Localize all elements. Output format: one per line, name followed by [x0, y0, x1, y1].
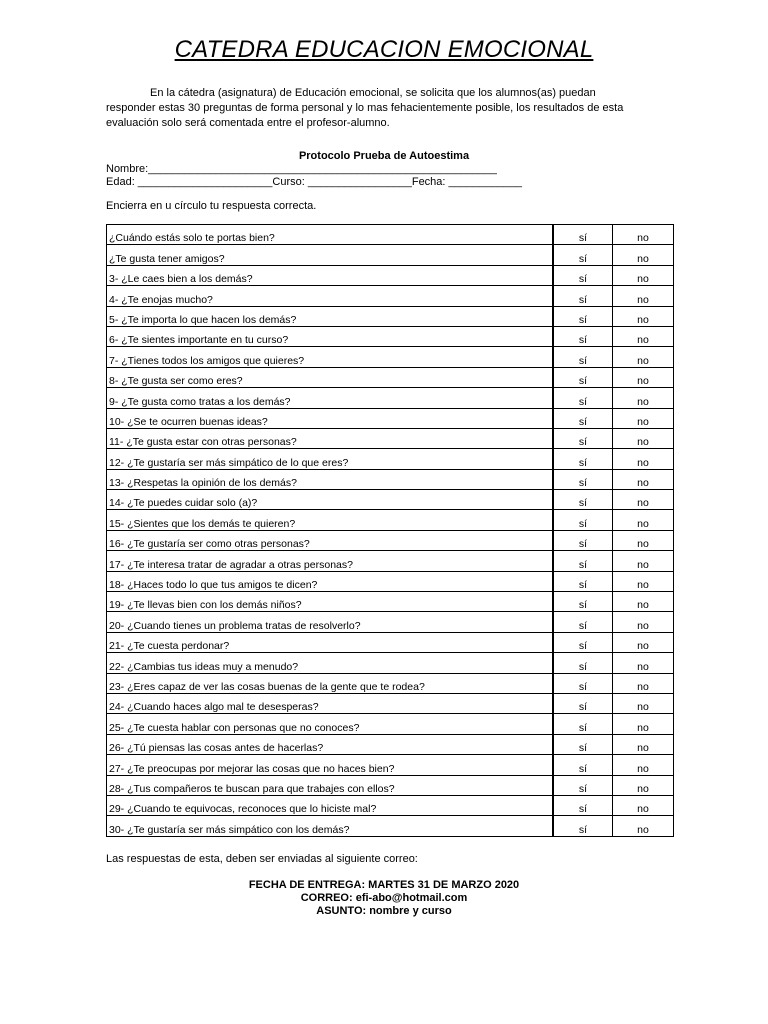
question-row: [107, 286, 674, 306]
question-row: [107, 816, 674, 836]
question-text: 10- ¿Se te ocurren buenas ideas?: [107, 408, 554, 428]
answer-yes-option[interactable]: sí: [553, 388, 613, 408]
question-text: 7- ¿Tienes todos los amigos que quieres?: [107, 347, 554, 367]
answer-yes-option[interactable]: sí: [553, 612, 613, 632]
answer-yes-option[interactable]: sí: [553, 306, 613, 326]
question-row: [107, 775, 674, 795]
answer-no-option[interactable]: no: [613, 286, 674, 306]
question-text: 14- ¿Te puedes cuidar solo (a)?: [107, 490, 554, 510]
delivery-date: FECHA DE ENTREGA: MARTES 31 DE MARZO 2020: [248, 879, 520, 891]
question-row: [107, 265, 674, 285]
question-row: [107, 408, 674, 428]
question-row: [107, 449, 674, 469]
question-text: 20- ¿Cuando tienes un problema tratas de resolverlo?: [107, 612, 554, 632]
nombre-field: Nombre:_________________________________________________________: [106, 163, 497, 175]
answer-no-option[interactable]: no: [613, 367, 674, 387]
answer-no-option[interactable]: no: [613, 347, 674, 367]
question-text: 17- ¿Te interesa tratar de agradar a otras personas?: [107, 551, 554, 571]
answer-yes-option[interactable]: sí: [553, 367, 613, 387]
delivery-info: [0, 879, 768, 918]
answer-yes-option[interactable]: sí: [553, 490, 613, 510]
answer-yes-option[interactable]: sí: [553, 632, 613, 652]
question-text: 19- ¿Te llevas bien con los demás niños?: [107, 592, 554, 612]
question-text: 23- ¿Eres capaz de ver las cosas buenas de la gente que te rodea?: [107, 673, 554, 693]
question-row: [107, 469, 674, 489]
datos-fields: Edad: ______________________Curso: _________________Fecha: ____________: [106, 176, 522, 188]
footer-note: Las respuestas de esta, deben ser enviadas al siguiente correo:: [106, 853, 418, 865]
question-text: ¿Cuándo estás solo te portas bien?: [107, 225, 554, 245]
question-row: [107, 714, 674, 734]
answer-no-option[interactable]: no: [613, 388, 674, 408]
question-text: 18- ¿Haces todo lo que tus amigos te dicen?: [107, 571, 554, 591]
answer-no-option[interactable]: no: [613, 775, 674, 795]
question-row: [107, 673, 674, 693]
question-row: [107, 612, 674, 632]
question-text: 27- ¿Te preocupas por mejorar las cosas que no haces bien?: [107, 755, 554, 775]
answer-yes-option[interactable]: sí: [553, 673, 613, 693]
answer-yes-option[interactable]: sí: [553, 449, 613, 469]
answer-no-option[interactable]: no: [613, 612, 674, 632]
question-text: 3- ¿Le caes bien a los demás?: [107, 265, 554, 285]
answer-no-option[interactable]: no: [613, 571, 674, 591]
answer-yes-option[interactable]: sí: [553, 551, 613, 571]
answer-no-option[interactable]: no: [613, 755, 674, 775]
answer-yes-option[interactable]: sí: [553, 225, 613, 245]
question-text: 30- ¿Te gustaría ser más simpático con los demás?: [107, 816, 554, 836]
answer-no-option[interactable]: no: [613, 469, 674, 489]
answer-no-option[interactable]: no: [613, 408, 674, 428]
answer-no-option[interactable]: no: [613, 530, 674, 550]
intro-line: responder estas 30 preguntas de forma personal y lo mas fehacientemente posible, los resultados de esta: [106, 102, 624, 114]
question-text: 15- ¿Sientes que los demás te quieren?: [107, 510, 554, 530]
answer-no-option[interactable]: no: [613, 551, 674, 571]
question-row: [107, 428, 674, 448]
question-row: [107, 571, 674, 591]
question-text: 21- ¿Te cuesta perdonar?: [107, 632, 554, 652]
question-row: [107, 530, 674, 550]
answer-no-option[interactable]: no: [613, 225, 674, 245]
question-text: 5- ¿Te importa lo que hacen los demás?: [107, 306, 554, 326]
answer-no-option[interactable]: no: [613, 510, 674, 530]
answer-yes-option[interactable]: sí: [553, 795, 613, 815]
question-row: [107, 632, 674, 652]
answer-no-option[interactable]: no: [613, 673, 674, 693]
question-text: 13- ¿Respetas la opinión de los demás?: [107, 469, 554, 489]
answer-yes-option[interactable]: sí: [553, 347, 613, 367]
question-row: [107, 326, 674, 346]
intro-line: En la cátedra (asignatura) de Educación emocional, se solicita que los alumnos(as) puedan: [150, 87, 596, 99]
answer-no-option[interactable]: no: [613, 734, 674, 754]
question-text: 8- ¿Te gusta ser como eres?: [107, 367, 554, 387]
question-row: [107, 490, 674, 510]
question-text: ¿Te gusta tener amigos?: [107, 245, 554, 265]
question-row: [107, 551, 674, 571]
answer-no-option[interactable]: no: [613, 632, 674, 652]
question-text: 6- ¿Te sientes importante en tu curso?: [107, 326, 554, 346]
answer-yes-option[interactable]: sí: [553, 775, 613, 795]
answer-yes-option[interactable]: sí: [553, 265, 613, 285]
answer-no-option[interactable]: no: [613, 693, 674, 713]
question-row: [107, 693, 674, 713]
protocol-title: Protocolo Prueba de Autoestima: [298, 150, 470, 162]
answer-yes-option[interactable]: sí: [553, 530, 613, 550]
intro-line: evaluación solo será comentada entre el profesor-alumno.: [106, 117, 390, 129]
question-row: [107, 795, 674, 815]
question-text: 26- ¿Tú piensas las cosas antes de hacerlas?: [107, 734, 554, 754]
question-text: 25- ¿Te cuesta hablar con personas que no conoces?: [107, 714, 554, 734]
question-row: [107, 245, 674, 265]
question-text: 22- ¿Cambias tus ideas muy a menudo?: [107, 653, 554, 673]
question-row: [107, 306, 674, 326]
question-row: [107, 225, 674, 245]
answer-yes-option[interactable]: sí: [553, 326, 613, 346]
email-address: CORREO: efi-abo@hotmail.com: [300, 892, 468, 904]
question-row: [107, 653, 674, 673]
answer-no-option[interactable]: no: [613, 265, 674, 285]
question-row: [107, 592, 674, 612]
question-row: [107, 367, 674, 387]
answer-no-option[interactable]: no: [613, 306, 674, 326]
answer-no-option[interactable]: no: [613, 653, 674, 673]
answer-no-option[interactable]: no: [613, 816, 674, 836]
answer-yes-option[interactable]: sí: [553, 510, 613, 530]
question-text: 29- ¿Cuando te equivocas, reconoces que lo hiciste mal?: [107, 795, 554, 815]
questions-table: [106, 224, 674, 837]
question-text: 16- ¿Te gustaría ser como otras personas?: [107, 530, 554, 550]
answer-no-option[interactable]: no: [613, 592, 674, 612]
answer-no-option[interactable]: no: [613, 795, 674, 815]
question-row: [107, 734, 674, 754]
answer-no-option[interactable]: no: [613, 245, 674, 265]
question-text: 24- ¿Cuando haces algo mal te desesperas?: [107, 693, 554, 713]
question-text: 9- ¿Te gusta como tratas a los demás?: [107, 388, 554, 408]
answer-yes-option[interactable]: sí: [553, 734, 613, 754]
question-row: [107, 347, 674, 367]
answer-yes-option[interactable]: sí: [553, 816, 613, 836]
question-text: 4- ¿Te enojas mucho?: [107, 286, 554, 306]
answer-yes-option[interactable]: sí: [553, 592, 613, 612]
question-text: 12- ¿Te gustaría ser más simpático de lo que eres?: [107, 449, 554, 469]
question-text: 11- ¿Te gusta estar con otras personas?: [107, 428, 554, 448]
answer-yes-option[interactable]: sí: [553, 469, 613, 489]
intro-paragraph: [106, 86, 666, 131]
answer-no-option[interactable]: no: [613, 326, 674, 346]
answer-no-option[interactable]: no: [613, 490, 674, 510]
answer-no-option[interactable]: no: [613, 428, 674, 448]
answer-yes-option[interactable]: sí: [553, 653, 613, 673]
answer-yes-option[interactable]: sí: [553, 755, 613, 775]
answer-yes-option[interactable]: sí: [553, 714, 613, 734]
answer-yes-option[interactable]: sí: [553, 408, 613, 428]
document-title: CATEDRA EDUCACION EMOCIONAL: [174, 36, 594, 63]
answer-yes-option[interactable]: sí: [553, 245, 613, 265]
question-row: [107, 755, 674, 775]
answer-no-option[interactable]: no: [613, 449, 674, 469]
question-text: 28- ¿Tus compañeros te buscan para que trabajes con ellos?: [107, 775, 554, 795]
answer-no-option[interactable]: no: [613, 714, 674, 734]
answer-yes-option[interactable]: sí: [553, 571, 613, 591]
question-row: [107, 388, 674, 408]
answer-yes-option[interactable]: sí: [553, 428, 613, 448]
instruction-text: Encierra en u círculo tu respuesta correcta.: [106, 200, 317, 212]
question-row: [107, 510, 674, 530]
answer-yes-option[interactable]: sí: [553, 286, 613, 306]
email-subject: ASUNTO: nombre y curso: [316, 905, 452, 917]
answer-yes-option[interactable]: sí: [553, 693, 613, 713]
